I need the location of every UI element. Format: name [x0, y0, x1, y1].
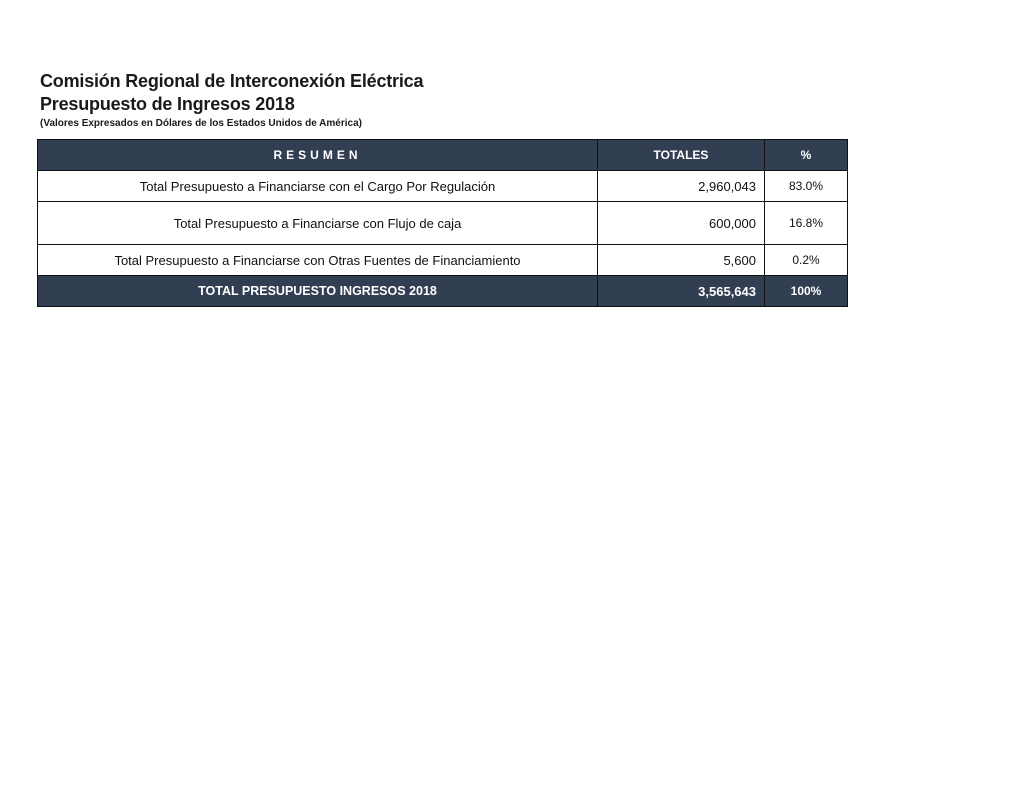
header-resumen: RESUMEN — [38, 140, 598, 171]
table-header-row — [38, 140, 848, 171]
row-total: 2,960,043 — [598, 171, 765, 202]
row-percent: 16.8% — [765, 202, 848, 245]
table-row — [38, 202, 848, 245]
row-total: 5,600 — [598, 245, 765, 276]
total-value: 3,565,643 — [598, 276, 765, 307]
currency-note: (Valores Expresados en Dólares de los Estados Unidos de América) — [40, 118, 362, 129]
document-subtitle-title: Presupuesto de Ingresos 2018 — [40, 94, 295, 114]
table-row — [38, 245, 848, 276]
row-label: Total Presupuesto a Financiarse con Otras Fuentes de Financiamiento — [38, 245, 598, 276]
row-percent: 0.2% — [765, 245, 848, 276]
total-percent: 100% — [765, 276, 848, 307]
header-totales: TOTALES — [598, 140, 765, 171]
table-row — [38, 171, 848, 202]
total-row — [38, 276, 848, 307]
document-header — [40, 70, 423, 130]
total-label: TOTAL PRESUPUESTO INGRESOS 2018 — [38, 276, 598, 307]
row-label: Total Presupuesto a Financiarse con el Cargo Por Regulación — [38, 171, 598, 202]
header-percent: % — [765, 140, 848, 171]
budget-summary-table — [37, 139, 848, 307]
row-total: 600,000 — [598, 202, 765, 245]
document-title: Comisión Regional de Interconexión Eléctrica — [40, 71, 424, 91]
row-percent: 83.0% — [765, 171, 848, 202]
row-label: Total Presupuesto a Financiarse con Flujo de caja — [38, 202, 598, 245]
